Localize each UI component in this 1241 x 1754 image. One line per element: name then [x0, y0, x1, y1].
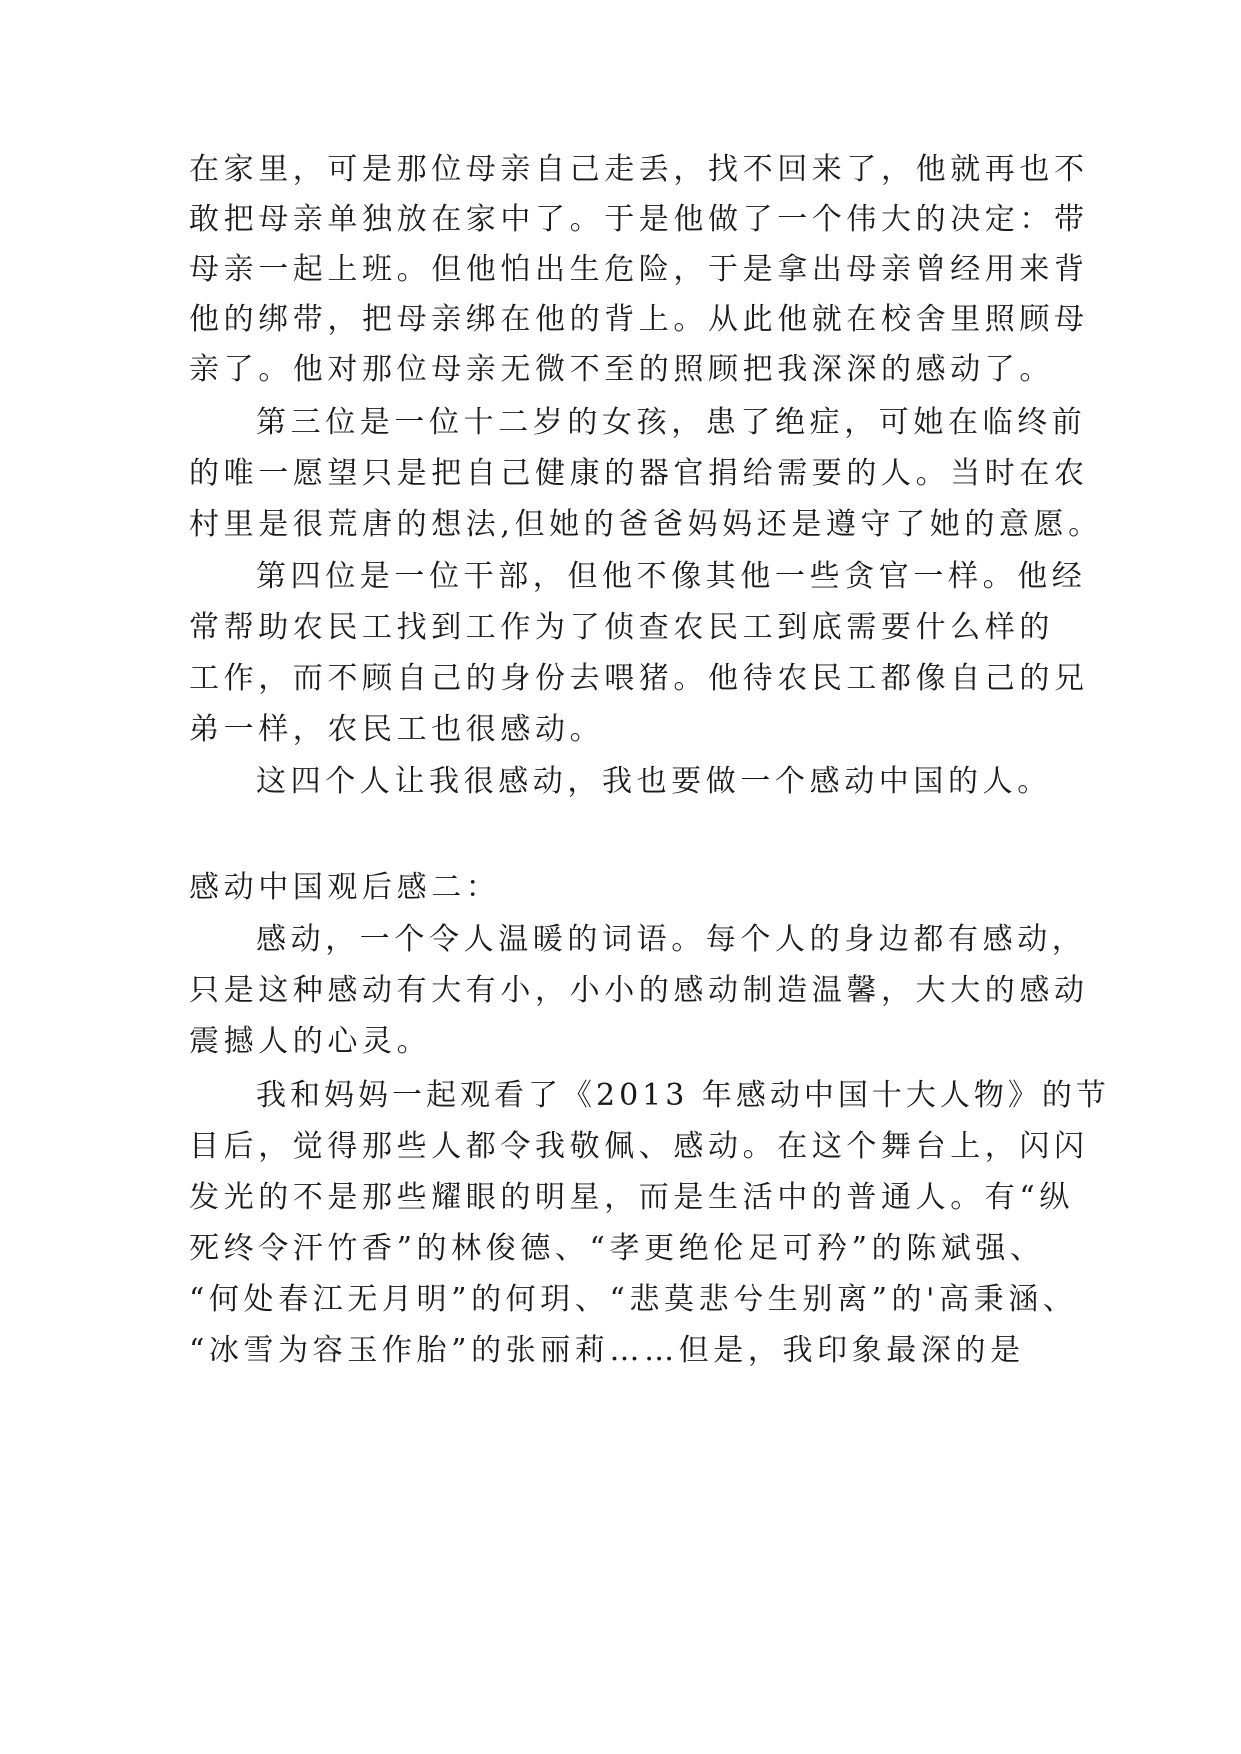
paragraph-line: 这四个人让我很感动，我也要做一个感动中国的人。 [256, 764, 1052, 799]
paragraph-line: 目后，觉得那些人都令我敬佩、感动。在这个舞台上，闪闪 [189, 1129, 1089, 1164]
paragraph-line: 感动，一个令人温暖的词语。每个人的身边都有感动， [256, 922, 1087, 957]
paragraph-line: 亲了。他对那位母亲无微不至的照顾把我深深的感动了。 [189, 352, 1054, 387]
paragraph-line: 死终令汗竹香”的林俊德、“孝更绝伦足可矜”的陈斌强、 [189, 1231, 1045, 1266]
paragraph-line: “冰雪为容玉作胎”的张丽莉……但是，我印象最深的是 [189, 1333, 1025, 1368]
paragraph-line: 他的绑带，把母亲绑在他的背上。从此他就在校舍里照顾母 [189, 302, 1089, 337]
paragraph-line: 我和妈妈一起观看了《2013 年感动中国十大人物》的节 [256, 1078, 1110, 1113]
paragraph-line: 发光的不是那些耀眼的明星，而是生活中的普通人。有“纵 [189, 1180, 1074, 1215]
paragraph-line: 只是这种感动有大有小，小小的感动制造温馨，大大的感动 [189, 973, 1089, 1008]
section-heading: 感动中国观后感二： [189, 870, 501, 905]
paragraph-line: 村里是很荒唐的想法,但她的爸爸妈妈还是遵守了她的意愿。 [189, 507, 1103, 542]
paragraph-line: 第四位是一位干部，但他不像其他一些贪官一样。他经 [256, 559, 1087, 594]
paragraph-line: 弟一样，农民工也很感动。 [189, 712, 605, 747]
paragraph-line: “何处春江无月明”的何玥、“悲莫悲兮生别离”的'高秉涵、 [189, 1282, 1078, 1317]
paragraph-line: 在家里，可是那位母亲自己走丢，找不回来了，他就再也不 [189, 152, 1089, 187]
paragraph-line: 敢把母亲单独放在家中了。于是他做了一个伟大的决定：带 [189, 202, 1089, 237]
paragraph-line: 震撼人的心灵。 [189, 1024, 432, 1059]
paragraph-line: 第三位是一位十二岁的女孩，患了绝症，可她在临终前 [256, 405, 1087, 440]
paragraph-line: 常帮助农民工找到工作为了侦查农民工到底需要什么样的 [189, 610, 1054, 645]
paragraph-line: 母亲一起上班。但他怕出生危险，于是拿出母亲曾经用来背 [189, 252, 1089, 287]
paragraph-line: 工作，而不顾自己的身份去喂猪。他待农民工都像自己的兄 [189, 661, 1089, 696]
paragraph-line: 的唯一愿望只是把自己健康的器官捐给需要的人。当时在农 [189, 456, 1089, 491]
